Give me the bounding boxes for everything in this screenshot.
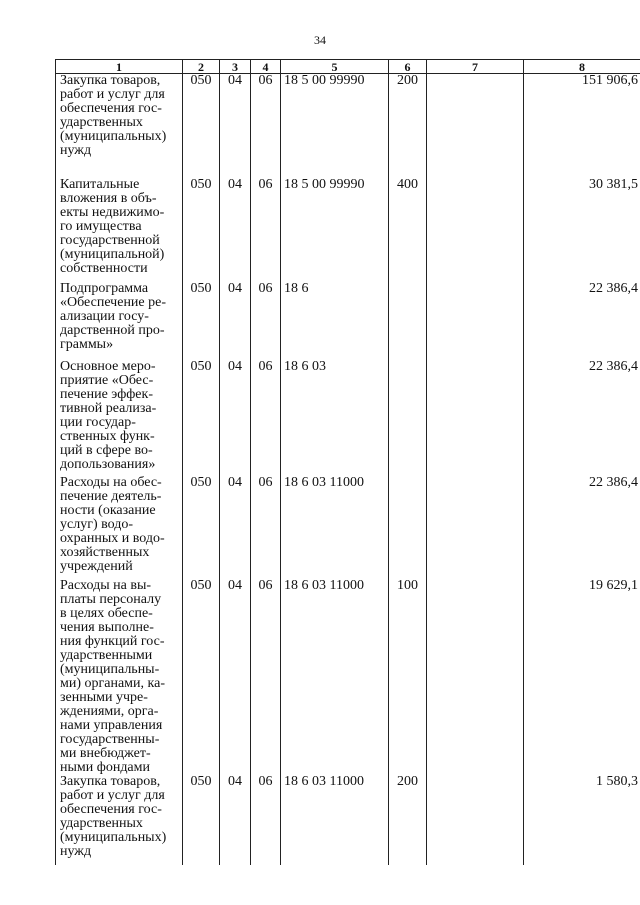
table-row bbox=[56, 775, 640, 865]
section-code-cell: 04 bbox=[220, 476, 251, 579]
expense-name-line: охранных и водо- bbox=[60, 530, 165, 546]
expense-name-line: ности (оказание bbox=[60, 502, 156, 518]
expense-name-line: обеспечения гос- bbox=[60, 801, 162, 817]
column-header-2: 2 bbox=[183, 60, 220, 74]
expense-name-line: ми внебюджет- bbox=[60, 745, 151, 761]
expense-name-line: граммы» bbox=[60, 336, 114, 352]
table-row bbox=[56, 282, 640, 360]
amount-cell: 22 386,4 bbox=[524, 476, 640, 579]
expense-type-cell: 400 bbox=[389, 178, 427, 282]
expense-name-line: ния функций гос- bbox=[60, 633, 165, 649]
expense-name-line: печение эффек- bbox=[60, 386, 153, 402]
expense-name-line: екты недвижимо- bbox=[60, 204, 165, 220]
subsection-code-cell: 06 bbox=[251, 282, 281, 360]
column-7-cell bbox=[427, 282, 524, 360]
expense-name-line: платы персоналу bbox=[60, 591, 162, 607]
expense-name-line: ударственных bbox=[60, 815, 143, 831]
expense-name-line: ализации госу- bbox=[60, 308, 149, 324]
expense-name-line: Основное меро- bbox=[60, 358, 156, 374]
column-7-cell bbox=[427, 360, 524, 476]
expense-name-line: работ и услуг для bbox=[60, 787, 165, 803]
expense-name-line: Подпрограмма bbox=[60, 280, 149, 296]
table-row bbox=[56, 579, 640, 775]
expense-name-line: «Обеспечение ре- bbox=[60, 294, 167, 310]
ministry-code-cell: 050 bbox=[183, 178, 220, 282]
expense-name-cell bbox=[56, 74, 183, 178]
subsection-code-cell: 06 bbox=[251, 74, 281, 178]
column-header-1: 1 bbox=[56, 60, 183, 74]
column-header-7: 7 bbox=[427, 60, 524, 74]
expense-name-line: ными фондами bbox=[60, 759, 151, 775]
expense-name-line: учреждений bbox=[60, 558, 133, 574]
expense-name-line: ции государ- bbox=[60, 414, 136, 430]
amount-cell: 1 580,3 bbox=[524, 775, 640, 865]
budget-table bbox=[55, 59, 640, 865]
table-header-row bbox=[56, 60, 640, 74]
column-header-6: 6 bbox=[389, 60, 427, 74]
expense-name-line: допользования» bbox=[60, 456, 156, 472]
section-code-cell: 04 bbox=[220, 579, 251, 775]
amount-cell: 30 381,5 bbox=[524, 178, 640, 282]
expense-name-line: нужд bbox=[60, 143, 92, 158]
ministry-code-cell: 050 bbox=[183, 476, 220, 579]
section-code-cell: 04 bbox=[220, 74, 251, 178]
subsection-code-cell: 06 bbox=[251, 360, 281, 476]
expense-name-cell bbox=[56, 360, 183, 476]
expense-name-line: (муниципальных) bbox=[60, 129, 167, 144]
target-article-cell: 18 6 bbox=[281, 282, 389, 360]
expense-type-cell: 200 bbox=[389, 775, 427, 865]
target-article-cell: 18 6 03 bbox=[281, 360, 389, 476]
page-number: 34 bbox=[314, 33, 326, 47]
expense-name-line: приятие «Обес- bbox=[60, 372, 154, 388]
expense-name-line: (муниципальной) bbox=[60, 246, 165, 262]
table-row bbox=[56, 476, 640, 579]
column-7-cell bbox=[427, 775, 524, 865]
section-code-cell: 04 bbox=[220, 282, 251, 360]
expense-name-line: нами управления bbox=[60, 717, 163, 733]
subsection-code-cell: 06 bbox=[251, 178, 281, 282]
target-article-cell: 18 6 03 11000 bbox=[281, 579, 389, 775]
column-header-3: 3 bbox=[220, 60, 251, 74]
table-row bbox=[56, 74, 640, 178]
expense-name-line: государственной bbox=[60, 232, 160, 248]
expense-type-cell: 200 bbox=[389, 74, 427, 178]
expense-name-line: ственных функ- bbox=[60, 428, 155, 444]
section-code-cell: 04 bbox=[220, 360, 251, 476]
column-header-4: 4 bbox=[251, 60, 281, 74]
section-code-cell: 04 bbox=[220, 178, 251, 282]
column-7-cell bbox=[427, 476, 524, 579]
expense-type-cell bbox=[389, 360, 427, 476]
amount-cell: 22 386,4 bbox=[524, 282, 640, 360]
expense-name-line: Расходы на вы- bbox=[60, 577, 152, 593]
table-body bbox=[56, 74, 640, 865]
column-header-5: 5 bbox=[281, 60, 389, 74]
expense-name-cell bbox=[56, 579, 183, 775]
expense-name-line: тивной реализа- bbox=[60, 400, 157, 416]
expense-name-line: работ и услуг для bbox=[60, 87, 165, 102]
column-7-cell bbox=[427, 74, 524, 178]
expense-type-cell bbox=[389, 282, 427, 360]
subsection-code-cell: 06 bbox=[251, 579, 281, 775]
expense-name-line: собственности bbox=[60, 260, 148, 276]
expense-name-line: (муниципальных) bbox=[60, 829, 167, 845]
expense-type-cell: 100 bbox=[389, 579, 427, 775]
section-code-cell: 04 bbox=[220, 775, 251, 865]
expense-name-line: Закупка товаров, bbox=[60, 73, 161, 88]
ministry-code-cell: 050 bbox=[183, 282, 220, 360]
subsection-code-cell: 06 bbox=[251, 775, 281, 865]
amount-cell: 19 629,1 bbox=[524, 579, 640, 775]
column-7-cell bbox=[427, 178, 524, 282]
expense-name-line: Расходы на обес- bbox=[60, 474, 162, 490]
expense-name-cell bbox=[56, 178, 183, 282]
expense-name-line: ударственными bbox=[60, 647, 153, 663]
amount-cell: 22 386,4 bbox=[524, 360, 640, 476]
ministry-code-cell: 050 bbox=[183, 74, 220, 178]
ministry-code-cell: 050 bbox=[183, 579, 220, 775]
target-article-cell: 18 6 03 11000 bbox=[281, 775, 389, 865]
expense-name-line: ударственных bbox=[60, 115, 143, 130]
expense-name-line: го имущества bbox=[60, 218, 142, 234]
expense-name-line: государственны- bbox=[60, 731, 160, 747]
target-article-cell: 18 5 00 99990 bbox=[281, 74, 389, 178]
expense-name-cell bbox=[56, 476, 183, 579]
ministry-code-cell: 050 bbox=[183, 775, 220, 865]
amount-cell: 151 906,6 bbox=[524, 74, 640, 178]
expense-name-line: ми) органами, ка- bbox=[60, 675, 165, 691]
expense-name-line: чения выполне- bbox=[60, 619, 154, 635]
expense-name-line: обеспечения гос- bbox=[60, 101, 162, 116]
target-article-cell: 18 6 03 11000 bbox=[281, 476, 389, 579]
expense-name-cell bbox=[56, 775, 183, 865]
column-header-8: 8 bbox=[524, 60, 640, 74]
expense-name-line: услуг) водо- bbox=[60, 516, 134, 532]
expense-name-line: в целях обеспе- bbox=[60, 605, 153, 621]
expense-name-line: Закупка товаров, bbox=[60, 773, 161, 789]
expense-name-line: вложения в объ- bbox=[60, 190, 157, 206]
table-row bbox=[56, 360, 640, 476]
expense-name-line: ций в сфере во- bbox=[60, 442, 153, 458]
expense-name-line: печение деятель- bbox=[60, 488, 162, 504]
expense-type-cell bbox=[389, 476, 427, 579]
expense-name-line: Капитальные bbox=[60, 176, 140, 192]
ministry-code-cell: 050 bbox=[183, 360, 220, 476]
subsection-code-cell: 06 bbox=[251, 476, 281, 579]
table-row bbox=[56, 178, 640, 282]
expense-name-line: зенными учре- bbox=[60, 689, 148, 705]
expense-name-line: ждениями, орга- bbox=[60, 703, 159, 719]
expense-name-line: дарственной про- bbox=[60, 322, 165, 338]
target-article-cell: 18 5 00 99990 bbox=[281, 178, 389, 282]
expense-name-cell bbox=[56, 282, 183, 360]
column-7-cell bbox=[427, 579, 524, 775]
expense-name-line: (муниципальны- bbox=[60, 661, 160, 677]
expense-name-line: хозяйственных bbox=[60, 544, 150, 560]
expense-name-line: нужд bbox=[60, 843, 92, 859]
